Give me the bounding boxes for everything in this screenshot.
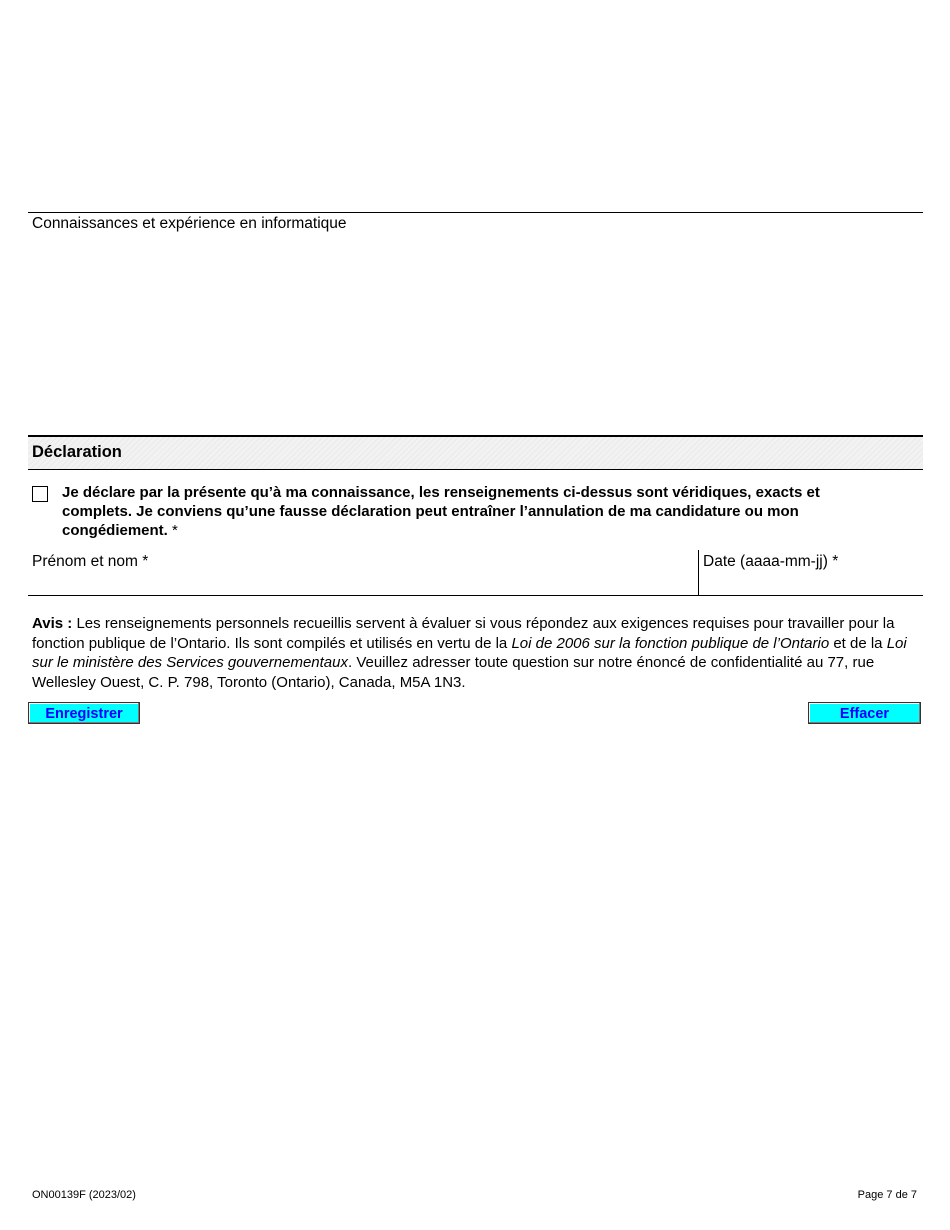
required-marker: * (167, 522, 178, 539)
notice-text: Les renseignements personnels recueillis servent à évaluer si vous répondez aux exigences requises pour travailler pour la fonction publique de l’Ontario. Ils sont compilés et utilisés en vertu de la (32, 615, 895, 652)
declaration-checkbox[interactable] (32, 486, 48, 502)
name-field-label: Prénom et nom * (32, 553, 149, 570)
declaration-statement-text: Je déclare par la présente qu’à ma connaissance, les renseignements ci-dessus sont véridiques, exacts et complets. Je conviens qu’une fausse déclaration peut entraîner l’annulation de ma candidature ou mon congédiement. (62, 484, 820, 539)
notice-text: et de la (829, 634, 887, 652)
page-number: Page 7 de 7 (857, 1189, 917, 1201)
notice-label: Avis : (32, 615, 73, 632)
save-button[interactable]: Enregistrer (28, 702, 140, 724)
computer-skills-label: Connaissances et expérience en informatique (32, 215, 347, 232)
name-input[interactable] (30, 574, 694, 594)
fields-bottom-border (28, 595, 923, 596)
date-field-label: Date (aaaa-mm-jj) * (703, 553, 839, 570)
computer-skills-section (28, 212, 923, 435)
declaration-statement (62, 483, 862, 540)
form-code: ON00139F (2023/02) (32, 1189, 136, 1201)
clear-button[interactable]: Effacer (808, 702, 921, 724)
field-divider (698, 550, 699, 596)
declaration-title: Déclaration (32, 443, 122, 461)
notice-text: . Veuillez adresser toute question sur notre énoncé de confidentialité au 77, rue Wellesley Ouest, C. P. 798, Toronto (Ontario), Canada, M5A 1N3. (32, 654, 875, 691)
declaration-header (28, 435, 923, 470)
notice-law-title: Loi de 2006 sur la fonction publique de l’Ontario (511, 634, 830, 652)
date-input[interactable] (701, 574, 921, 594)
notice-law-title: Loi sur le ministère des Services gouvernementaux (32, 634, 907, 671)
privacy-notice (32, 614, 916, 692)
